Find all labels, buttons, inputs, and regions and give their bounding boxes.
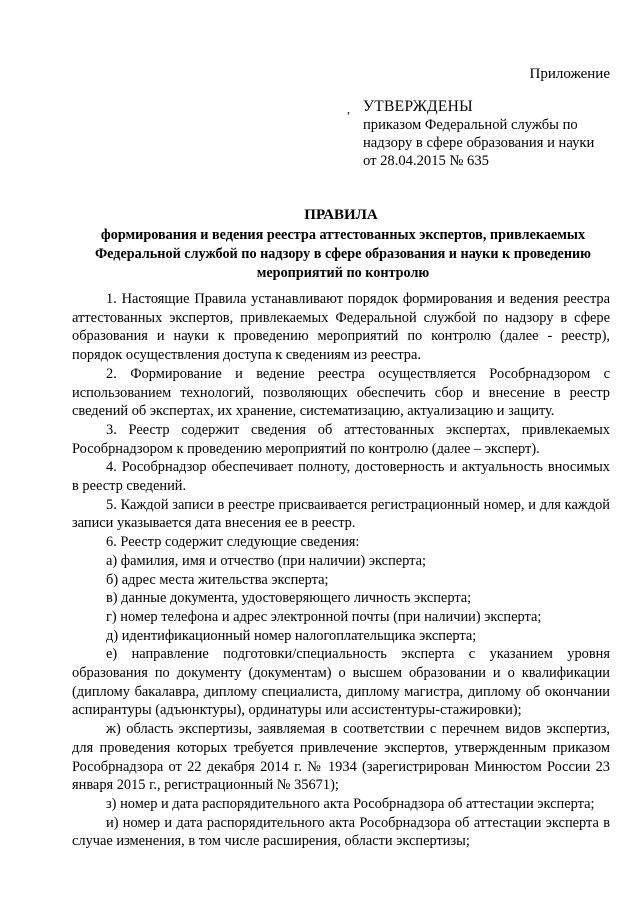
list-item: д) идентификационный номер налогоплательщика эксперта;: [106, 627, 477, 644]
approved-line: приказом Федеральной службы по: [363, 117, 578, 133]
document-title: ПРАВИЛА: [304, 207, 378, 223]
approved-title: УТВЕРЖДЕНЫ: [363, 98, 473, 115]
subtitle-line: Федеральной службой по надзору в сфере образования и науки к проведению: [94, 246, 592, 262]
document-body: [72, 290, 610, 851]
list-item: з) номер и дата распорядительного акта Рособрнадзора об аттестации эксперта;: [106, 795, 595, 812]
paragraph: 3. Реестр содержит сведения об аттестованных экспертах, привлекаемых Рособрнадзором к проведению мероприятий по контролю (далее – эксперт).: [72, 421, 610, 457]
subtitle-line: формирования и ведения реестра аттестованных экспертов, привлекаемых: [100, 227, 586, 243]
approved-line: надзору в сфере образования и науки: [363, 135, 595, 151]
list-item: в) данные документа, удостоверяющего личность эксперта;: [106, 590, 472, 607]
subtitle-line: мероприятий по контролю: [256, 265, 430, 281]
appendix-label: Приложение: [529, 66, 610, 82]
list-item: а) фамилия, имя и отчество (при наличии) эксперта;: [106, 552, 427, 569]
list-item: ж) область экспертизы, заявляемая в соответствии с перечнем видов экспертиз, для проведения которых требуется привлечение экспертов, утвержденным приказом Рособрнадзора от 22 декабря 2014 г. № 1934 (зарегистрирован Минюстом России 23 января 2015 г., регистрационный № 35671);: [72, 721, 610, 794]
paragraph: 2. Формирование и ведение реестра осуществляется Рособрнадзором с использованием технологий, позволяющих обеспечить сбор и внесение в реестр сведений об экспертах, их хранение, систематизацию, актуализацию и защиту.: [72, 365, 610, 420]
approval-block: [363, 98, 613, 170]
list-item: и) номер и дата распорядительного акта Рособрнадзора об аттестации эксперта в случае изменения, в том числе расширения, области экспертизы;: [72, 814, 610, 850]
list-item: е) направление подготовки/специальность эксперта с указанием уровня образования по документу (документам) о высшем образовании и о квалификации (диплому бакалавра, диплому специалиста, диплому магистра, диплому об окончании аспирантуры (адъюнктуры), ординатуры или ассистентуры-стажировки);: [72, 646, 610, 719]
scan-mark: ,: [347, 102, 350, 116]
paragraph: 1. Настоящие Правила устанавливают порядок формирования и ведения реестра аттестованных экспертов, привлекаемых Федеральной службой по надзору в сфере образования и науки к проведению мероприятий по контролю (далее - реестр), порядок осуществления доступа к сведениям из реестра.: [72, 291, 610, 364]
paragraph: 6. Реестр содержит следующие сведения:: [106, 534, 360, 551]
approved-line: от 28.04.2015 № 635: [363, 153, 489, 169]
paragraph: 5. Каждой записи в реестре присваивается регистрационный номер, и для каждой записи указывается дата внесения ее в реестр.: [72, 496, 610, 532]
paragraph: 4. Рособрнадзор обеспечивает полноту, достоверность и актуальность вносимых в реестр сведений.: [72, 459, 610, 495]
list-item: б) адрес места жительства эксперта;: [106, 571, 329, 588]
document-subtitle: [76, 226, 610, 283]
list-item: г) номер телефона и адрес электронной почты (при наличии) эксперта;: [106, 608, 542, 625]
